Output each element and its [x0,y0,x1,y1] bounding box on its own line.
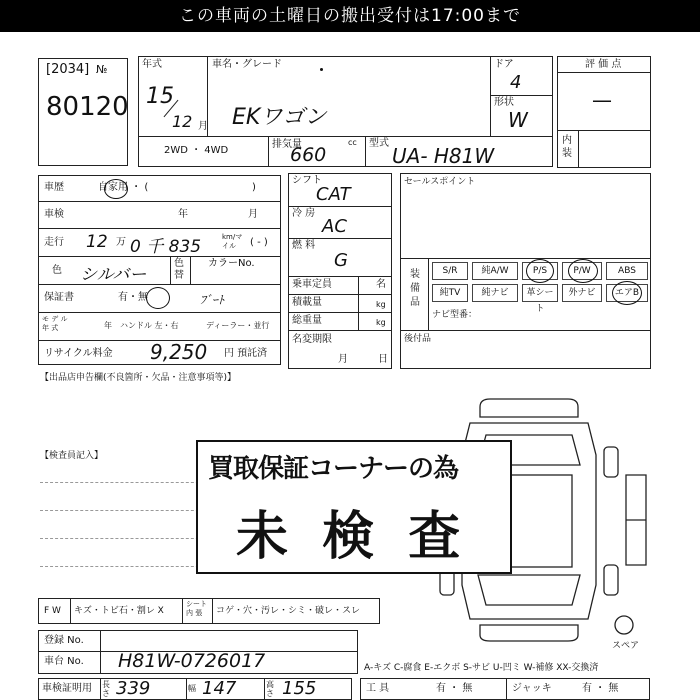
fw-label: F W [44,606,61,616]
name-change-label: 名変期限 [292,334,332,345]
cert-label: 車検証明用 [42,683,92,694]
seller-note-label: 【出品店申告欄(不良箇所・欠品・注意事項等)】 [40,373,237,383]
stamp-purchase-guarantee-text: 買取保証コーナーの為 [208,454,459,484]
equipment-label: 装 備 品 [410,269,420,308]
history-close: ) [252,182,256,193]
height-label: 高さ [266,680,274,698]
inspector-label: 【検査員記入】 [40,451,104,461]
sheet-label: シート 内 張 [186,600,207,617]
handle-label: ハンドル 左・右 [120,321,179,330]
chassis-label: 車台 No. [44,656,84,667]
not-inspected-stamp [196,440,512,574]
history-box [38,175,281,365]
recycle-label: リサイクル料金 [44,348,113,359]
shape-label: 形状 [494,97,514,108]
displacement-value: 660 [290,144,327,166]
mileage-man-value: 12 [86,232,108,252]
year-value: 15 [146,84,174,109]
sales-point-label: セールスポイント [404,177,476,187]
lot-number: 80120 [46,92,129,122]
model-code-label: 型式 [369,138,389,149]
mileage-value: 0 千 835 [130,237,202,257]
score-label: 評 価 点 [585,59,622,70]
equip-alloy-wheels: 純A/W [472,262,518,280]
length-value: 339 [116,678,151,699]
interior-label: 内 装 [562,135,572,159]
model-year-label: モ デ ル 年 式 [42,315,68,332]
model-year-unit: 年 [104,321,112,330]
recycle-value: 9,250 [150,340,208,364]
equip-tv: 純TV [432,284,468,302]
color-label: 色 [52,265,62,276]
lot-small-number: [2034] [46,62,90,77]
navi-model-label: ナビ型番： [432,310,478,320]
chassis-number: H81W-0726017 [118,650,266,672]
height-value: 155 [282,678,317,699]
aftermarket-label: 後付品 [404,334,432,344]
equip-airbags: エアB [606,284,648,302]
capacity-unit: 名 [376,279,386,290]
equip-sunroof: S/R [432,262,468,280]
spare-tire-label: スペア [612,641,640,651]
shift-value: CAT [316,184,351,205]
history-options: 自家用 ・ ( [98,182,149,193]
equip-power-steering: P/S [522,262,558,280]
shape-value: W [508,108,528,132]
displacement-unit: cc [348,138,357,147]
color-value: シルバー [80,265,147,285]
damage-legend: A-キズ C-腐食 E-エクボ S-サビ U-凹ミ W-補修 XX-交換済 [364,663,599,673]
power-steering-circle [526,259,554,283]
ac-value: AC [322,216,347,237]
load-label: 積載量 [292,297,322,308]
width-value: 147 [202,678,237,699]
equip-leather-seats: 革シート [522,284,558,302]
lot-no-label: № [96,63,108,76]
equip-power-windows: P/W [562,262,602,280]
load-unit: kg [376,300,386,309]
inspection-year-unit: 年 [178,209,188,220]
width-label: 幅 [188,684,196,693]
mileage-paren: ( - ) [250,237,268,248]
door-label: ドア [494,59,514,70]
color-no-label: カラーNo. [208,258,255,269]
mileage-unit: km/マイル [222,233,243,250]
pickup-notice-banner: この車両の土曜日の搬出受付は17:00まで [0,0,700,32]
private-use-circle [104,179,128,199]
door-value: 4 [510,72,522,93]
capacity-label: 乗車定員 [292,279,332,290]
car-name: EKワゴン [232,105,327,130]
drive-label: 2WD ・ 4WD [164,145,229,156]
color-swap-label: 色 替 [174,258,184,281]
mileage-label: 走行 [44,237,64,248]
fw-text: キズ・トビ石・割レ X [74,606,164,616]
ac-label: 冷 房 [292,208,316,219]
warranty-label: 保証書 [44,292,74,303]
fuel-label: 燃 料 [292,240,316,251]
equip-genuine-navi: 純ナビ [472,284,518,302]
equip-aftermarket-navi: 外ナビ [562,284,602,302]
displacement-label: 排気量 [272,139,302,150]
model-code-value: UA- H81W [392,144,495,168]
jack-label: ジャッキ [512,683,552,694]
history-label: 車歴 [44,182,64,193]
score-value: — [592,88,612,112]
month-unit: 月 [198,121,208,132]
warranty-mark: ﾌﾞｰﾄ [200,293,225,307]
mileage-man-unit: 万 [116,237,126,248]
stamp-not-inspected-text: 未 検 査 [236,507,469,567]
jack-options: 有 ・ 無 [582,683,619,694]
tools-options: 有 ・ 無 [436,683,473,694]
tools-label: 工 具 [366,683,390,694]
name-change-month: 月 [338,354,348,365]
warranty-options: 有・無 [118,292,148,303]
shift-label: シフト [292,175,322,186]
name-change-day: 日 [378,354,388,365]
inspection-label: 車検 [44,209,64,220]
registration-label: 登録 No. [44,635,84,646]
sheet-text: コゲ・穴・汚レ・シミ・破レ・スレ [216,606,361,616]
equip-abs: ABS [606,262,648,280]
recycle-unit: 円 預託済 [224,348,268,359]
fuel-value: G [334,250,348,271]
gross-unit: kg [376,318,386,327]
airbags-circle [612,281,642,305]
car-name-label: 車名・グレード [212,59,282,70]
dealer-label: ディーラー・並行 [206,321,270,330]
month-value: 12 [172,112,193,131]
length-label: 長さ [102,680,110,698]
gross-label: 総重量 [292,315,322,326]
warranty-none-circle [146,287,170,309]
power-windows-circle [568,259,598,283]
year-label: 年式 [142,59,162,70]
inspection-month-unit: 月 [248,209,258,220]
